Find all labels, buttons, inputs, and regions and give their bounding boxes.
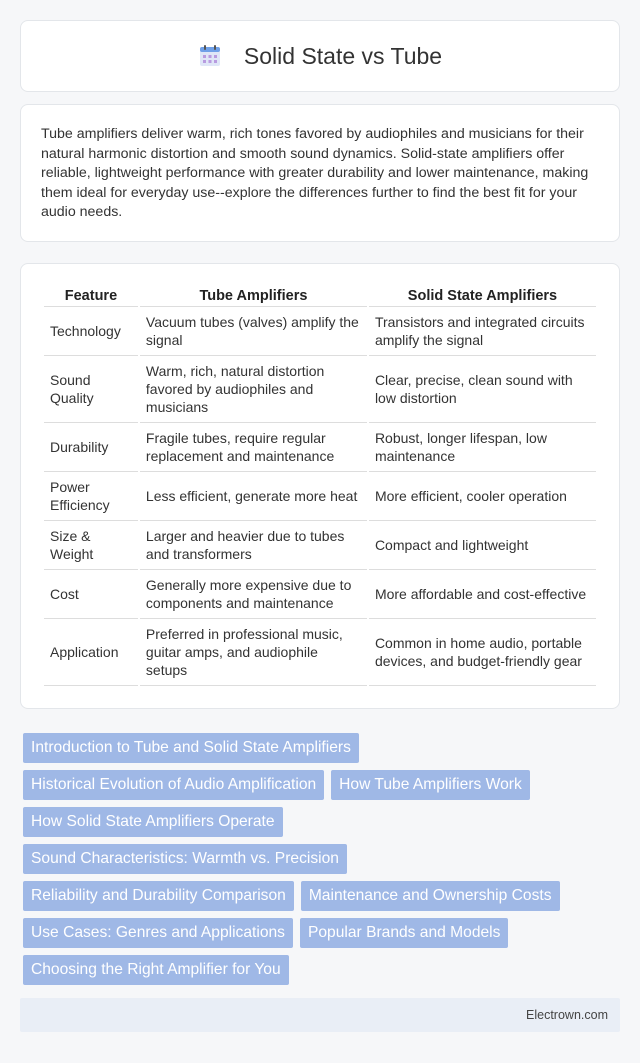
header-tube: Tube Amplifiers [140,284,367,307]
comparison-card [20,263,620,709]
tag-row [23,770,623,800]
footer-text: Electrown.com [526,1008,608,1022]
table-cell: More affordable and cost-effective [369,570,596,619]
tag-row [23,733,623,763]
table-cell: Transistors and integrated circuits amplify the signal [369,307,596,356]
table-cell: Sound Quality [44,356,138,423]
table-cell: Warm, rich, natural distortion favored by audiophiles and musicians [140,356,367,423]
table-row [44,619,596,686]
tag-how-solid-state-operates[interactable]: How Solid State Amplifiers Operate [23,807,283,837]
tag-introduction[interactable]: Introduction to Tube and Solid State Amplifiers [23,733,359,763]
table-cell: Larger and heavier due to tubes and transformers [140,521,367,570]
table-header-row [44,284,596,307]
table-cell: Power Efficiency [44,472,138,521]
table-cell: Generally more expensive due to components and maintenance [140,570,367,619]
tag-use-cases[interactable]: Use Cases: Genres and Applications [23,918,293,948]
table-cell: Clear, precise, clean sound with low distortion [369,356,596,423]
table-row [44,356,596,423]
header-card [20,20,620,92]
header-solid-state: Solid State Amplifiers [369,284,596,307]
table-cell: Size & Weight [44,521,138,570]
table-cell: Less efficient, generate more heat [140,472,367,521]
title-wrap [198,43,442,70]
tag-maintenance-costs[interactable]: Maintenance and Ownership Costs [301,881,560,911]
intro-card [20,104,620,242]
table-cell: Technology [44,307,138,356]
tag-historical-evolution[interactable]: Historical Evolution of Audio Amplification [23,770,324,800]
tag-how-tube-works[interactable]: How Tube Amplifiers Work [331,770,530,800]
tag-row [23,844,623,874]
table-cell: More efficient, cooler operation [369,472,596,521]
table-row [44,423,596,472]
calendar-icon [198,44,222,68]
tag-reliability[interactable]: Reliability and Durability Comparison [23,881,294,911]
intro-text: Tube amplifiers deliver warm, rich tones favored by audiophiles and musicians for their natural harmonic distortion and smooth sound dynamics. Solid-state amplifiers offer reliable, lightweight performance with greater durability and lower maintenance, making them ideal for everyday use--explore the differences further to find the best fit for your audio needs. [41,126,589,220]
table-cell: Compact and lightweight [369,521,596,570]
page-title: Solid State vs Tube [243,42,443,69]
table-cell: Application [44,619,138,686]
table-cell: Cost [44,570,138,619]
table-cell: Robust, longer lifespan, low maintenance [369,423,596,472]
table-row [44,472,596,521]
table-cell: Preferred in professional music, guitar amps, and audiophile setups [140,619,367,686]
table-row [44,521,596,570]
table-row [44,570,596,619]
tag-row [23,918,623,948]
table-cell: Common in home audio, portable devices, and budget-friendly gear [369,619,596,686]
tag-sound-characteristics[interactable]: Sound Characteristics: Warmth vs. Precision [23,844,347,874]
tag-row [23,807,623,837]
comparison-table [42,284,598,686]
topic-tags [23,733,623,992]
tag-row [23,881,623,911]
tag-popular-brands[interactable]: Popular Brands and Models [300,918,508,948]
tag-row [23,955,623,985]
table-row [44,307,596,356]
header-feature: Feature [44,284,138,307]
table-cell: Durability [44,423,138,472]
table-cell: Vacuum tubes (valves) amplify the signal [140,307,367,356]
tag-choosing-amplifier[interactable]: Choosing the Right Amplifier for You [23,955,289,985]
footer [20,998,620,1032]
table-cell: Fragile tubes, require regular replacement and maintenance [140,423,367,472]
